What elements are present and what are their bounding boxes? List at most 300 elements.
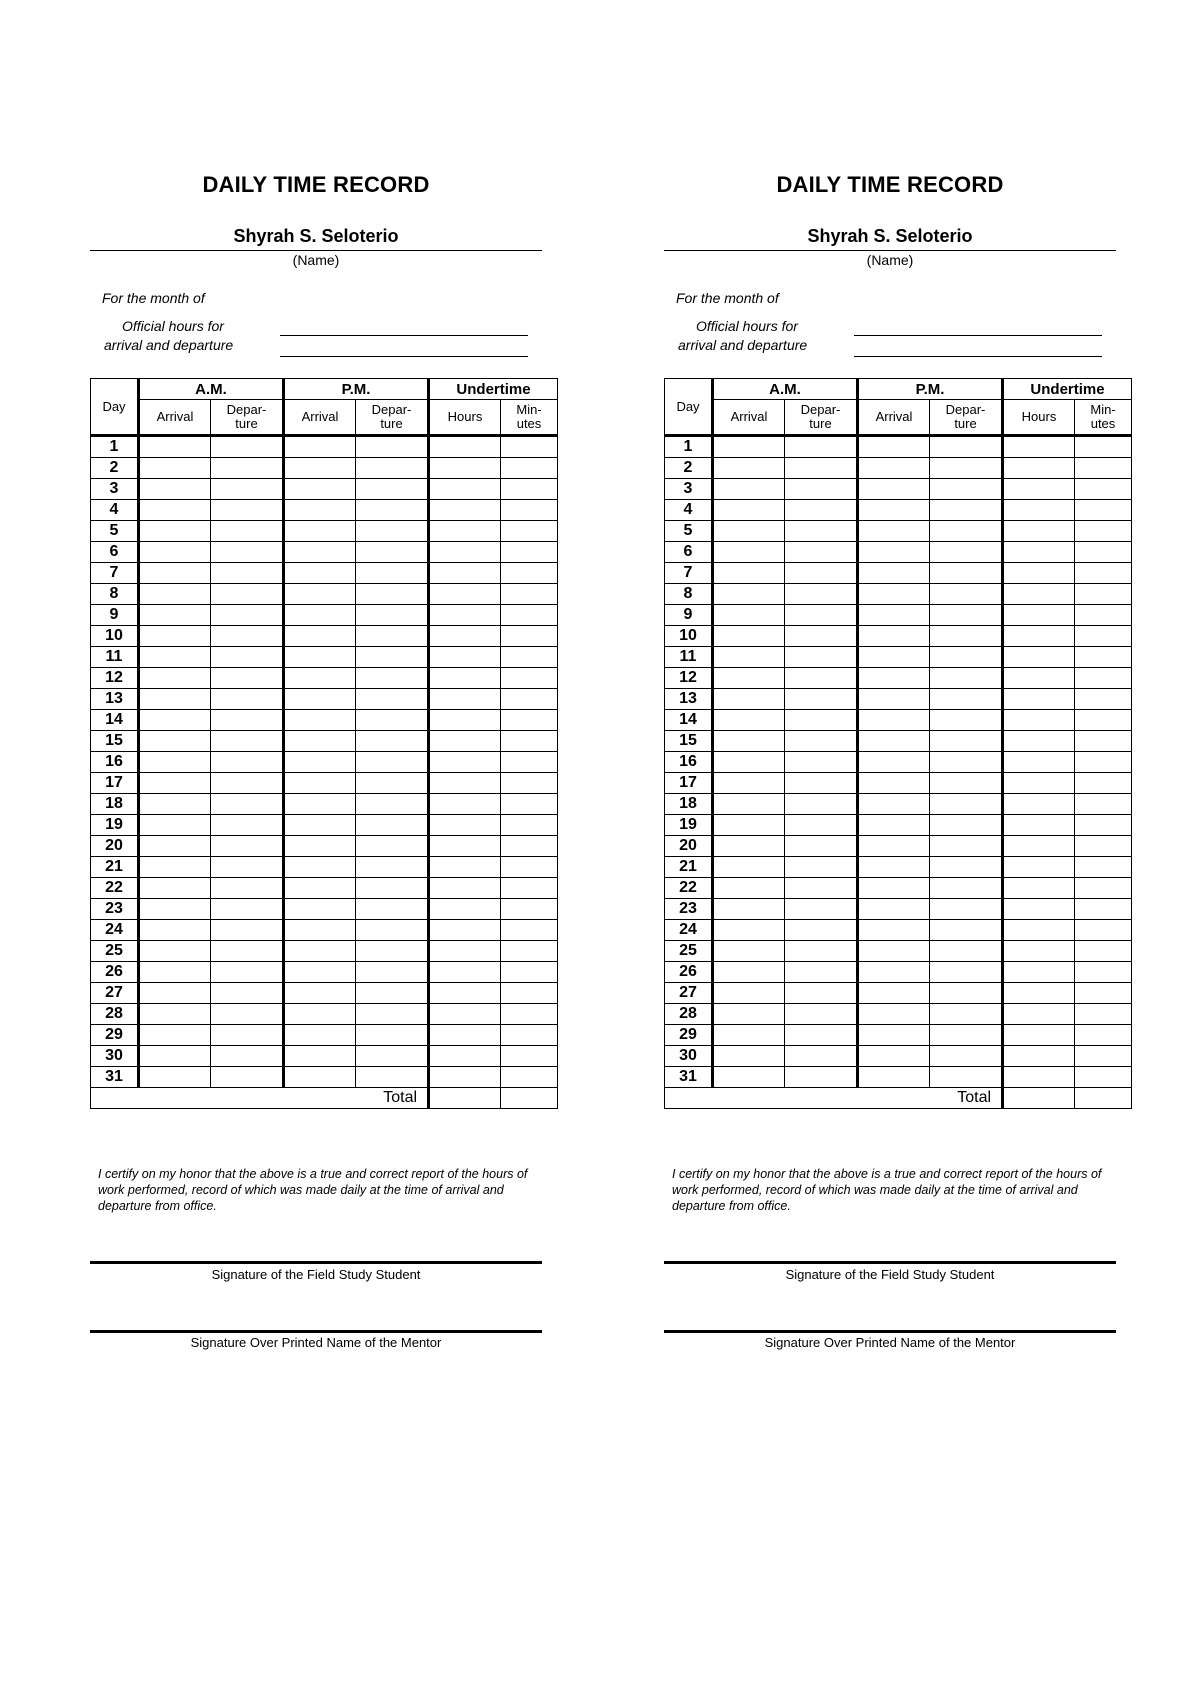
pm-departure-cell[interactable] xyxy=(356,668,429,689)
undertime-hours-cell[interactable] xyxy=(429,668,501,689)
pm-arrival-cell[interactable] xyxy=(858,563,930,584)
pm-arrival-cell[interactable] xyxy=(858,794,930,815)
pm-departure-cell[interactable] xyxy=(356,436,429,458)
pm-departure-cell[interactable] xyxy=(356,857,429,878)
pm-arrival-cell[interactable] xyxy=(284,563,356,584)
total-minutes-cell[interactable] xyxy=(1075,1088,1132,1109)
official-hours-arrival-field[interactable] xyxy=(280,335,528,336)
undertime-hours-cell[interactable] xyxy=(1003,647,1075,668)
pm-departure-cell[interactable] xyxy=(930,521,1003,542)
pm-arrival-cell[interactable] xyxy=(858,878,930,899)
am-departure-cell[interactable] xyxy=(211,521,284,542)
undertime-minutes-cell[interactable] xyxy=(1075,689,1132,710)
pm-departure-cell[interactable] xyxy=(930,857,1003,878)
am-arrival-cell[interactable] xyxy=(713,479,785,500)
am-departure-cell[interactable] xyxy=(211,773,284,794)
pm-arrival-cell[interactable] xyxy=(858,941,930,962)
am-arrival-cell[interactable] xyxy=(139,1046,211,1067)
am-departure-cell[interactable] xyxy=(785,878,858,899)
pm-departure-cell[interactable] xyxy=(356,605,429,626)
pm-arrival-cell[interactable] xyxy=(284,731,356,752)
undertime-minutes-cell[interactable] xyxy=(1075,710,1132,731)
pm-arrival-cell[interactable] xyxy=(858,479,930,500)
am-arrival-cell[interactable] xyxy=(713,857,785,878)
pm-departure-cell[interactable] xyxy=(930,689,1003,710)
undertime-hours-cell[interactable] xyxy=(1003,1004,1075,1025)
pm-arrival-cell[interactable] xyxy=(858,542,930,563)
pm-departure-cell[interactable] xyxy=(356,941,429,962)
am-arrival-cell[interactable] xyxy=(713,626,785,647)
undertime-minutes-cell[interactable] xyxy=(501,605,558,626)
am-departure-cell[interactable] xyxy=(785,710,858,731)
pm-departure-cell[interactable] xyxy=(356,878,429,899)
am-departure-cell[interactable] xyxy=(211,794,284,815)
am-arrival-cell[interactable] xyxy=(139,773,211,794)
undertime-minutes-cell[interactable] xyxy=(501,521,558,542)
am-arrival-cell[interactable] xyxy=(713,752,785,773)
undertime-hours-cell[interactable] xyxy=(1003,962,1075,983)
pm-arrival-cell[interactable] xyxy=(858,500,930,521)
pm-arrival-cell[interactable] xyxy=(284,668,356,689)
am-arrival-cell[interactable] xyxy=(139,542,211,563)
undertime-hours-cell[interactable] xyxy=(1003,836,1075,857)
pm-departure-cell[interactable] xyxy=(930,773,1003,794)
am-arrival-cell[interactable] xyxy=(713,815,785,836)
undertime-hours-cell[interactable] xyxy=(429,521,501,542)
pm-departure-cell[interactable] xyxy=(930,563,1003,584)
undertime-hours-cell[interactable] xyxy=(429,878,501,899)
am-departure-cell[interactable] xyxy=(785,983,858,1004)
undertime-minutes-cell[interactable] xyxy=(1075,794,1132,815)
student-signature-line[interactable] xyxy=(664,1261,1116,1264)
pm-arrival-cell[interactable] xyxy=(858,605,930,626)
pm-arrival-cell[interactable] xyxy=(284,773,356,794)
pm-arrival-cell[interactable] xyxy=(858,773,930,794)
pm-arrival-cell[interactable] xyxy=(284,962,356,983)
pm-departure-cell[interactable] xyxy=(930,605,1003,626)
pm-arrival-cell[interactable] xyxy=(858,836,930,857)
undertime-hours-cell[interactable] xyxy=(429,962,501,983)
pm-arrival-cell[interactable] xyxy=(284,983,356,1004)
undertime-minutes-cell[interactable] xyxy=(1075,647,1132,668)
am-arrival-cell[interactable] xyxy=(139,1004,211,1025)
am-arrival-cell[interactable] xyxy=(139,668,211,689)
undertime-minutes-cell[interactable] xyxy=(501,689,558,710)
undertime-hours-cell[interactable] xyxy=(1003,605,1075,626)
mentor-signature-line[interactable] xyxy=(664,1330,1116,1333)
pm-arrival-cell[interactable] xyxy=(858,815,930,836)
pm-arrival-cell[interactable] xyxy=(284,878,356,899)
am-departure-cell[interactable] xyxy=(785,773,858,794)
am-arrival-cell[interactable] xyxy=(713,1025,785,1046)
pm-departure-cell[interactable] xyxy=(356,1046,429,1067)
undertime-minutes-cell[interactable] xyxy=(501,436,558,458)
pm-arrival-cell[interactable] xyxy=(284,857,356,878)
pm-arrival-cell[interactable] xyxy=(284,836,356,857)
pm-departure-cell[interactable] xyxy=(356,584,429,605)
pm-arrival-cell[interactable] xyxy=(284,752,356,773)
undertime-minutes-cell[interactable] xyxy=(501,962,558,983)
pm-arrival-cell[interactable] xyxy=(284,458,356,479)
am-arrival-cell[interactable] xyxy=(139,857,211,878)
undertime-minutes-cell[interactable] xyxy=(1075,731,1132,752)
undertime-minutes-cell[interactable] xyxy=(1075,815,1132,836)
am-arrival-cell[interactable] xyxy=(139,920,211,941)
am-departure-cell[interactable] xyxy=(785,626,858,647)
am-departure-cell[interactable] xyxy=(211,479,284,500)
pm-departure-cell[interactable] xyxy=(356,752,429,773)
am-departure-cell[interactable] xyxy=(211,458,284,479)
pm-departure-cell[interactable] xyxy=(356,920,429,941)
undertime-hours-cell[interactable] xyxy=(429,1025,501,1046)
pm-departure-cell[interactable] xyxy=(930,458,1003,479)
undertime-hours-cell[interactable] xyxy=(429,899,501,920)
pm-arrival-cell[interactable] xyxy=(858,1025,930,1046)
undertime-hours-cell[interactable] xyxy=(429,920,501,941)
am-arrival-cell[interactable] xyxy=(139,731,211,752)
undertime-hours-cell[interactable] xyxy=(1003,752,1075,773)
pm-departure-cell[interactable] xyxy=(930,794,1003,815)
am-arrival-cell[interactable] xyxy=(713,878,785,899)
undertime-hours-cell[interactable] xyxy=(429,1067,501,1088)
undertime-hours-cell[interactable] xyxy=(1003,794,1075,815)
undertime-minutes-cell[interactable] xyxy=(501,773,558,794)
am-departure-cell[interactable] xyxy=(211,836,284,857)
pm-arrival-cell[interactable] xyxy=(284,899,356,920)
am-departure-cell[interactable] xyxy=(211,899,284,920)
am-arrival-cell[interactable] xyxy=(713,731,785,752)
undertime-hours-cell[interactable] xyxy=(429,436,501,458)
undertime-hours-cell[interactable] xyxy=(1003,542,1075,563)
am-departure-cell[interactable] xyxy=(211,1004,284,1025)
pm-departure-cell[interactable] xyxy=(356,458,429,479)
pm-arrival-cell[interactable] xyxy=(858,458,930,479)
undertime-minutes-cell[interactable] xyxy=(501,731,558,752)
undertime-minutes-cell[interactable] xyxy=(1075,436,1132,458)
undertime-hours-cell[interactable] xyxy=(1003,731,1075,752)
am-arrival-cell[interactable] xyxy=(139,689,211,710)
am-arrival-cell[interactable] xyxy=(713,1067,785,1088)
undertime-minutes-cell[interactable] xyxy=(501,1046,558,1067)
pm-departure-cell[interactable] xyxy=(356,962,429,983)
pm-departure-cell[interactable] xyxy=(930,1025,1003,1046)
undertime-hours-cell[interactable] xyxy=(429,1004,501,1025)
am-departure-cell[interactable] xyxy=(211,815,284,836)
am-departure-cell[interactable] xyxy=(211,752,284,773)
am-arrival-cell[interactable] xyxy=(713,773,785,794)
undertime-minutes-cell[interactable] xyxy=(501,1025,558,1046)
am-departure-cell[interactable] xyxy=(785,563,858,584)
am-arrival-cell[interactable] xyxy=(139,626,211,647)
pm-arrival-cell[interactable] xyxy=(858,710,930,731)
am-arrival-cell[interactable] xyxy=(713,500,785,521)
pm-departure-cell[interactable] xyxy=(930,668,1003,689)
pm-arrival-cell[interactable] xyxy=(284,1004,356,1025)
am-arrival-cell[interactable] xyxy=(139,941,211,962)
undertime-hours-cell[interactable] xyxy=(429,773,501,794)
total-hours-cell[interactable] xyxy=(1003,1088,1075,1109)
undertime-hours-cell[interactable] xyxy=(1003,710,1075,731)
am-departure-cell[interactable] xyxy=(785,668,858,689)
pm-departure-cell[interactable] xyxy=(930,626,1003,647)
am-arrival-cell[interactable] xyxy=(139,899,211,920)
pm-departure-cell[interactable] xyxy=(930,836,1003,857)
undertime-hours-cell[interactable] xyxy=(429,710,501,731)
pm-arrival-cell[interactable] xyxy=(858,962,930,983)
am-departure-cell[interactable] xyxy=(785,752,858,773)
pm-departure-cell[interactable] xyxy=(930,500,1003,521)
am-departure-cell[interactable] xyxy=(211,584,284,605)
undertime-minutes-cell[interactable] xyxy=(1075,584,1132,605)
am-departure-cell[interactable] xyxy=(211,1067,284,1088)
am-departure-cell[interactable] xyxy=(785,731,858,752)
undertime-hours-cell[interactable] xyxy=(429,794,501,815)
am-departure-cell[interactable] xyxy=(211,878,284,899)
am-departure-cell[interactable] xyxy=(785,815,858,836)
pm-departure-cell[interactable] xyxy=(356,647,429,668)
pm-departure-cell[interactable] xyxy=(356,836,429,857)
undertime-hours-cell[interactable] xyxy=(1003,479,1075,500)
pm-arrival-cell[interactable] xyxy=(858,752,930,773)
undertime-minutes-cell[interactable] xyxy=(501,794,558,815)
pm-arrival-cell[interactable] xyxy=(858,689,930,710)
undertime-hours-cell[interactable] xyxy=(429,941,501,962)
official-hours-departure-field[interactable] xyxy=(854,356,1102,357)
undertime-minutes-cell[interactable] xyxy=(1075,542,1132,563)
am-departure-cell[interactable] xyxy=(211,1025,284,1046)
am-departure-cell[interactable] xyxy=(785,1004,858,1025)
undertime-minutes-cell[interactable] xyxy=(1075,605,1132,626)
am-departure-cell[interactable] xyxy=(785,1025,858,1046)
am-departure-cell[interactable] xyxy=(211,668,284,689)
pm-departure-cell[interactable] xyxy=(356,626,429,647)
am-arrival-cell[interactable] xyxy=(139,436,211,458)
am-arrival-cell[interactable] xyxy=(713,605,785,626)
undertime-minutes-cell[interactable] xyxy=(501,563,558,584)
pm-arrival-cell[interactable] xyxy=(284,710,356,731)
am-arrival-cell[interactable] xyxy=(139,752,211,773)
am-departure-cell[interactable] xyxy=(785,920,858,941)
pm-arrival-cell[interactable] xyxy=(858,647,930,668)
undertime-minutes-cell[interactable] xyxy=(1075,458,1132,479)
pm-arrival-cell[interactable] xyxy=(284,941,356,962)
am-arrival-cell[interactable] xyxy=(713,1046,785,1067)
undertime-minutes-cell[interactable] xyxy=(1075,563,1132,584)
am-departure-cell[interactable] xyxy=(211,605,284,626)
undertime-hours-cell[interactable] xyxy=(429,542,501,563)
pm-arrival-cell[interactable] xyxy=(858,584,930,605)
official-hours-arrival-field[interactable] xyxy=(854,335,1102,336)
am-departure-cell[interactable] xyxy=(211,689,284,710)
am-departure-cell[interactable] xyxy=(785,857,858,878)
undertime-minutes-cell[interactable] xyxy=(1075,626,1132,647)
am-departure-cell[interactable] xyxy=(211,542,284,563)
am-arrival-cell[interactable] xyxy=(139,521,211,542)
am-arrival-cell[interactable] xyxy=(139,479,211,500)
pm-departure-cell[interactable] xyxy=(930,710,1003,731)
undertime-minutes-cell[interactable] xyxy=(501,647,558,668)
am-arrival-cell[interactable] xyxy=(713,983,785,1004)
am-arrival-cell[interactable] xyxy=(713,689,785,710)
undertime-hours-cell[interactable] xyxy=(429,500,501,521)
pm-arrival-cell[interactable] xyxy=(858,920,930,941)
am-arrival-cell[interactable] xyxy=(139,563,211,584)
pm-departure-cell[interactable] xyxy=(930,1004,1003,1025)
pm-departure-cell[interactable] xyxy=(930,1046,1003,1067)
pm-arrival-cell[interactable] xyxy=(284,647,356,668)
am-arrival-cell[interactable] xyxy=(713,436,785,458)
undertime-hours-cell[interactable] xyxy=(429,857,501,878)
pm-arrival-cell[interactable] xyxy=(284,479,356,500)
student-signature-line[interactable] xyxy=(90,1261,542,1264)
pm-arrival-cell[interactable] xyxy=(858,983,930,1004)
pm-arrival-cell[interactable] xyxy=(284,920,356,941)
am-departure-cell[interactable] xyxy=(211,626,284,647)
am-arrival-cell[interactable] xyxy=(139,710,211,731)
pm-departure-cell[interactable] xyxy=(356,794,429,815)
am-departure-cell[interactable] xyxy=(785,521,858,542)
am-departure-cell[interactable] xyxy=(211,647,284,668)
pm-arrival-cell[interactable] xyxy=(858,1004,930,1025)
am-departure-cell[interactable] xyxy=(785,1046,858,1067)
pm-departure-cell[interactable] xyxy=(930,479,1003,500)
pm-arrival-cell[interactable] xyxy=(284,500,356,521)
undertime-minutes-cell[interactable] xyxy=(1075,479,1132,500)
pm-departure-cell[interactable] xyxy=(930,815,1003,836)
pm-departure-cell[interactable] xyxy=(356,899,429,920)
undertime-hours-cell[interactable] xyxy=(1003,689,1075,710)
pm-departure-cell[interactable] xyxy=(356,689,429,710)
am-arrival-cell[interactable] xyxy=(139,878,211,899)
pm-departure-cell[interactable] xyxy=(930,983,1003,1004)
pm-departure-cell[interactable] xyxy=(356,500,429,521)
pm-arrival-cell[interactable] xyxy=(284,542,356,563)
am-arrival-cell[interactable] xyxy=(713,542,785,563)
undertime-minutes-cell[interactable] xyxy=(501,479,558,500)
undertime-minutes-cell[interactable] xyxy=(1075,1004,1132,1025)
undertime-hours-cell[interactable] xyxy=(1003,521,1075,542)
am-departure-cell[interactable] xyxy=(785,542,858,563)
undertime-minutes-cell[interactable] xyxy=(1075,836,1132,857)
undertime-hours-cell[interactable] xyxy=(429,563,501,584)
undertime-minutes-cell[interactable] xyxy=(501,941,558,962)
undertime-minutes-cell[interactable] xyxy=(501,815,558,836)
am-departure-cell[interactable] xyxy=(211,983,284,1004)
am-departure-cell[interactable] xyxy=(211,563,284,584)
undertime-minutes-cell[interactable] xyxy=(1075,521,1132,542)
undertime-hours-cell[interactable] xyxy=(429,605,501,626)
am-departure-cell[interactable] xyxy=(785,458,858,479)
am-arrival-cell[interactable] xyxy=(139,605,211,626)
undertime-minutes-cell[interactable] xyxy=(1075,668,1132,689)
undertime-hours-cell[interactable] xyxy=(429,626,501,647)
am-arrival-cell[interactable] xyxy=(139,983,211,1004)
pm-departure-cell[interactable] xyxy=(930,899,1003,920)
undertime-hours-cell[interactable] xyxy=(1003,773,1075,794)
am-departure-cell[interactable] xyxy=(785,436,858,458)
am-arrival-cell[interactable] xyxy=(713,941,785,962)
am-arrival-cell[interactable] xyxy=(713,563,785,584)
undertime-minutes-cell[interactable] xyxy=(1075,983,1132,1004)
undertime-minutes-cell[interactable] xyxy=(501,857,558,878)
am-departure-cell[interactable] xyxy=(785,1067,858,1088)
pm-arrival-cell[interactable] xyxy=(284,584,356,605)
pm-departure-cell[interactable] xyxy=(930,584,1003,605)
undertime-hours-cell[interactable] xyxy=(1003,584,1075,605)
pm-departure-cell[interactable] xyxy=(930,647,1003,668)
undertime-minutes-cell[interactable] xyxy=(1075,899,1132,920)
am-departure-cell[interactable] xyxy=(211,941,284,962)
pm-departure-cell[interactable] xyxy=(356,479,429,500)
pm-departure-cell[interactable] xyxy=(356,731,429,752)
undertime-minutes-cell[interactable] xyxy=(1075,1067,1132,1088)
pm-departure-cell[interactable] xyxy=(356,542,429,563)
pm-departure-cell[interactable] xyxy=(356,983,429,1004)
undertime-hours-cell[interactable] xyxy=(1003,941,1075,962)
undertime-hours-cell[interactable] xyxy=(1003,458,1075,479)
pm-departure-cell[interactable] xyxy=(930,962,1003,983)
pm-departure-cell[interactable] xyxy=(930,920,1003,941)
undertime-minutes-cell[interactable] xyxy=(1075,962,1132,983)
pm-departure-cell[interactable] xyxy=(356,710,429,731)
pm-arrival-cell[interactable] xyxy=(284,521,356,542)
pm-arrival-cell[interactable] xyxy=(858,436,930,458)
am-arrival-cell[interactable] xyxy=(139,794,211,815)
am-departure-cell[interactable] xyxy=(785,794,858,815)
am-departure-cell[interactable] xyxy=(785,500,858,521)
am-arrival-cell[interactable] xyxy=(139,1025,211,1046)
am-arrival-cell[interactable] xyxy=(713,668,785,689)
pm-departure-cell[interactable] xyxy=(356,1067,429,1088)
pm-arrival-cell[interactable] xyxy=(284,605,356,626)
am-arrival-cell[interactable] xyxy=(139,962,211,983)
pm-departure-cell[interactable] xyxy=(356,563,429,584)
am-arrival-cell[interactable] xyxy=(713,794,785,815)
undertime-hours-cell[interactable] xyxy=(429,731,501,752)
undertime-minutes-cell[interactable] xyxy=(501,752,558,773)
mentor-signature-line[interactable] xyxy=(90,1330,542,1333)
pm-arrival-cell[interactable] xyxy=(284,815,356,836)
pm-arrival-cell[interactable] xyxy=(284,794,356,815)
undertime-hours-cell[interactable] xyxy=(429,752,501,773)
undertime-hours-cell[interactable] xyxy=(429,458,501,479)
undertime-hours-cell[interactable] xyxy=(1003,1067,1075,1088)
pm-arrival-cell[interactable] xyxy=(858,626,930,647)
am-departure-cell[interactable] xyxy=(785,479,858,500)
pm-departure-cell[interactable] xyxy=(930,1067,1003,1088)
am-departure-cell[interactable] xyxy=(211,500,284,521)
undertime-hours-cell[interactable] xyxy=(1003,857,1075,878)
pm-arrival-cell[interactable] xyxy=(284,436,356,458)
official-hours-departure-field[interactable] xyxy=(280,356,528,357)
undertime-minutes-cell[interactable] xyxy=(501,836,558,857)
am-departure-cell[interactable] xyxy=(785,962,858,983)
pm-departure-cell[interactable] xyxy=(356,815,429,836)
undertime-minutes-cell[interactable] xyxy=(501,920,558,941)
undertime-minutes-cell[interactable] xyxy=(1075,500,1132,521)
undertime-hours-cell[interactable] xyxy=(429,647,501,668)
undertime-minutes-cell[interactable] xyxy=(501,458,558,479)
undertime-hours-cell[interactable] xyxy=(1003,500,1075,521)
undertime-minutes-cell[interactable] xyxy=(501,500,558,521)
am-arrival-cell[interactable] xyxy=(713,920,785,941)
undertime-hours-cell[interactable] xyxy=(429,983,501,1004)
am-departure-cell[interactable] xyxy=(211,1046,284,1067)
pm-arrival-cell[interactable] xyxy=(858,668,930,689)
pm-departure-cell[interactable] xyxy=(930,752,1003,773)
am-arrival-cell[interactable] xyxy=(139,458,211,479)
am-departure-cell[interactable] xyxy=(785,941,858,962)
